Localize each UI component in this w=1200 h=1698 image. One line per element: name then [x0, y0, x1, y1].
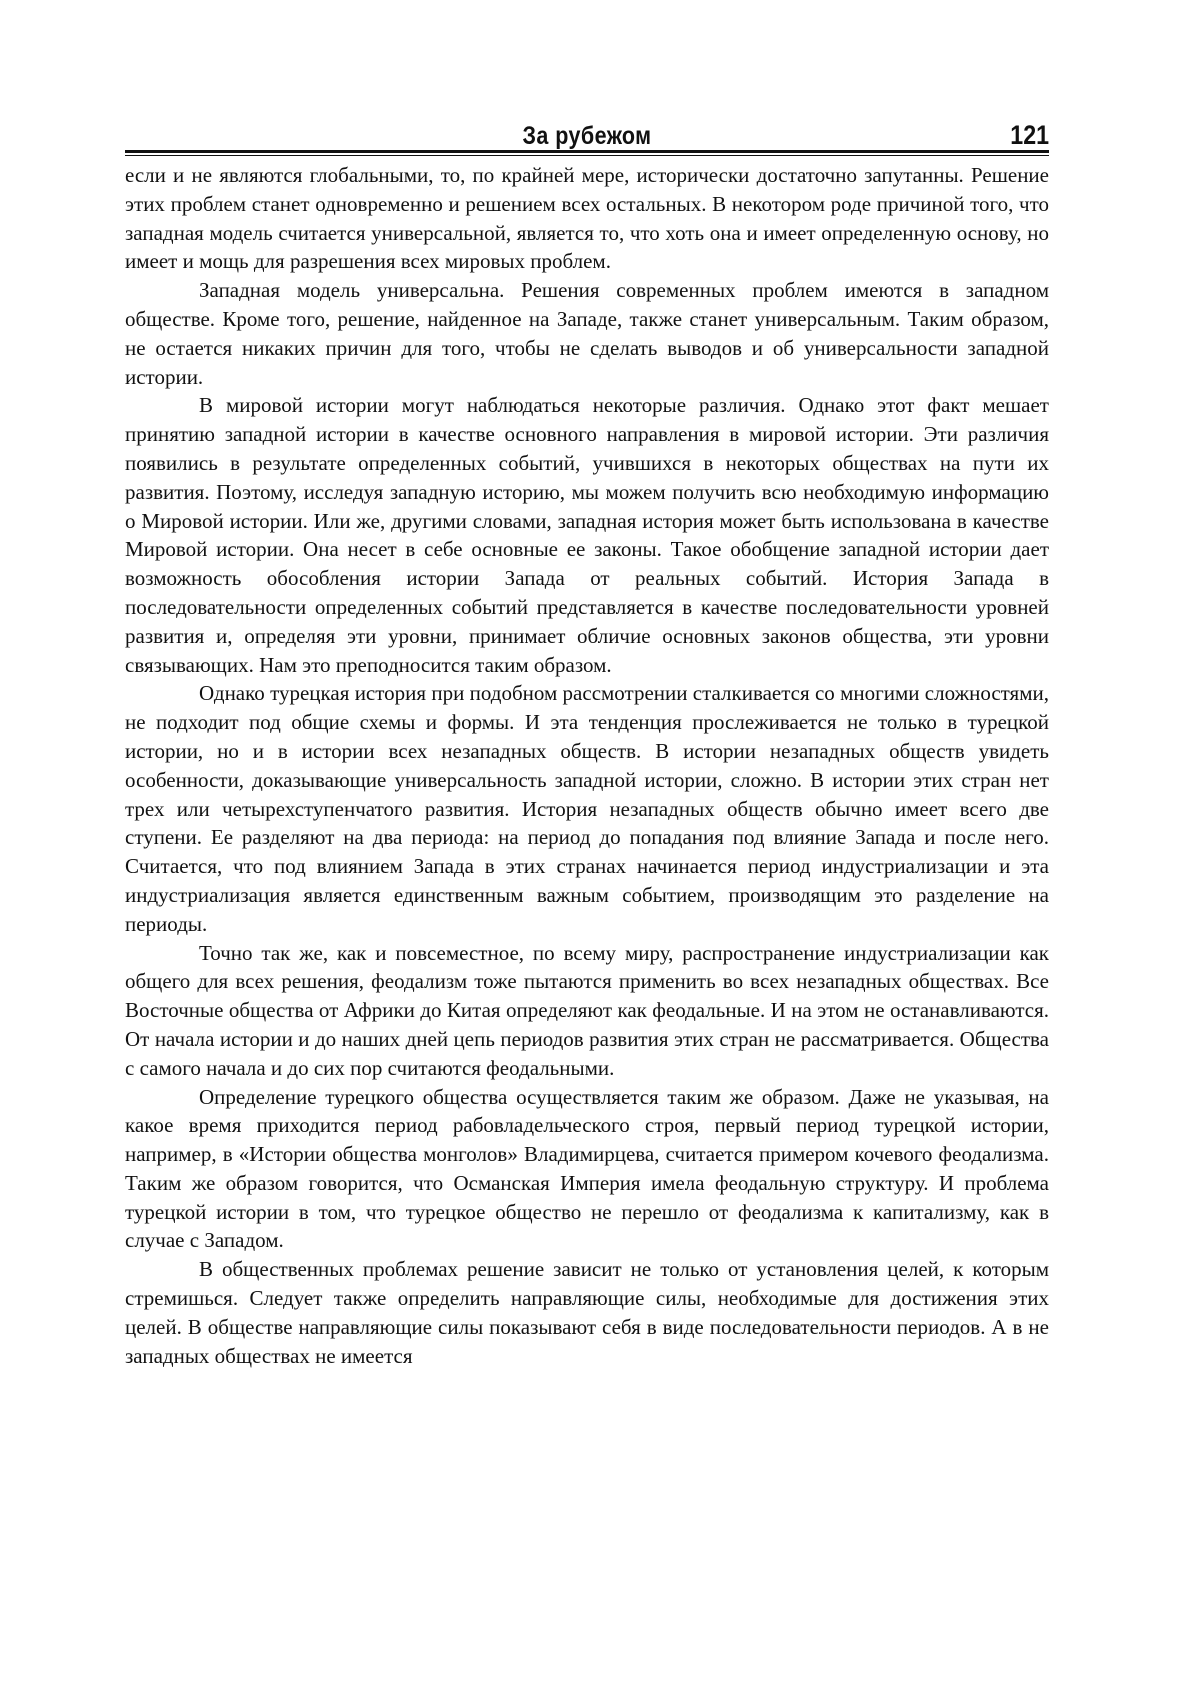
paragraph: Определение турецкого общества осуществляется таким же образом. Даже не указывая, на какое время приходится период рабовладельческого строя, первый период турецкой истории, например, в «Истории общества монголов» Владимирцева, считается примером кочевого феодализма. Таким же образом говорится, что Османская Империя имела феодальную структуру. И проблема турецкой истории в том, что турецкое общество не перешло от феодализма к капитализму, как в случае с Западом.	[125, 1084, 1049, 1253]
body-text	[125, 161, 1049, 1370]
paragraph: Однако турецкая история при подобном рассмотрении сталкивается со многими сложностями, не подходит под общие схемы и формы. И эта тенденция прослеживается не только в турецкой истории, но и в истории всех незападных обществ. В истории незападных обществ увидеть особенности, доказывающие универсальность западной истории, сложно. В истории этих стран нет трех или четырехступенчатого развития. История незападных обществ обычно имеет всего две ступени. Ее разделяют на два периода: на период до попадания под влияние Запада и после него. Считается, что под влиянием Запада в этих странах начинается период индустриализации и эта индустриализация является единственным важным событием, производящим это разделение на периоды.	[125, 681, 1049, 936]
page-number: 121	[1010, 120, 1049, 150]
header-rule-thick	[125, 150, 1049, 153]
paragraph: В мировой истории могут наблюдаться некоторые различия. Однако этот факт мешает принятию западной истории в качестве основного направления в мировой истории. Эти различия появились в результате определенных событий, учившихся в некоторых обществах на пути их развития. Поэтому, исследуя западную историю, мы можем получить всю необходимую информацию о Мировой истории. Или же, другими словами, западная история может быть использована в качестве Мировой истории. Она несет в себе основные ее законы. Такое обобщение западной истории дает возможность обособления истории Запада от реальных событий. История Запада в последовательности определенных событий представляется в качестве последовательности уровней развития и, определяя эти уровни, принимает обличие основных законов общества, эти уровни связывающих. Нам это преподносится таким образом.	[125, 393, 1049, 677]
header-rule-thin	[125, 155, 1049, 156]
paragraph: Западная модель универсальна. Решения современных проблем имеются в западном обществе. Кроме того, решение, найденное на Западе, также станет универсальным. Таким образом, не остается никаких причин для того, чтобы не сделать выводов и об универсальности западной истории.	[125, 278, 1049, 389]
paragraph: Точно так же, как и повсеместное, по всему миру, распространение индустриализации как общего для всех решения, феодализм тоже пытаются применить во всех незападных обществах. Все Восточные общества от Африки до Китая определяют как феодальные. И на этом не останавливаются. От начала истории и до наших дней цепь периодов развития этих стран не рассматривается. Общества с самого начала и до сих пор считаются феодальными.	[125, 940, 1049, 1080]
paragraph: В общественных проблемах решение зависит не только от установления целей, к которым стремишься. Следует также определить направляющие силы, необходимые для достижения этих целей. В обществе направляющие силы показывают себя в виде последовательности периодов. А в не западных обществах не имеется	[125, 1257, 1049, 1368]
paragraph-continued: если и не являются глобальными, то, по крайней мере, исторически достаточно запутанны. Решение этих проблем станет одновременно и решением всех остальных. В некотором роде причиной того, что западная модель считается универсальной, является то, что хоть она и имеет определенную основу, но имеет и мощь для разрешения всех мировых проблем.	[125, 163, 1049, 274]
book-page	[125, 118, 1049, 1370]
running-header	[125, 118, 1049, 152]
running-title: За рубежом	[522, 122, 652, 150]
